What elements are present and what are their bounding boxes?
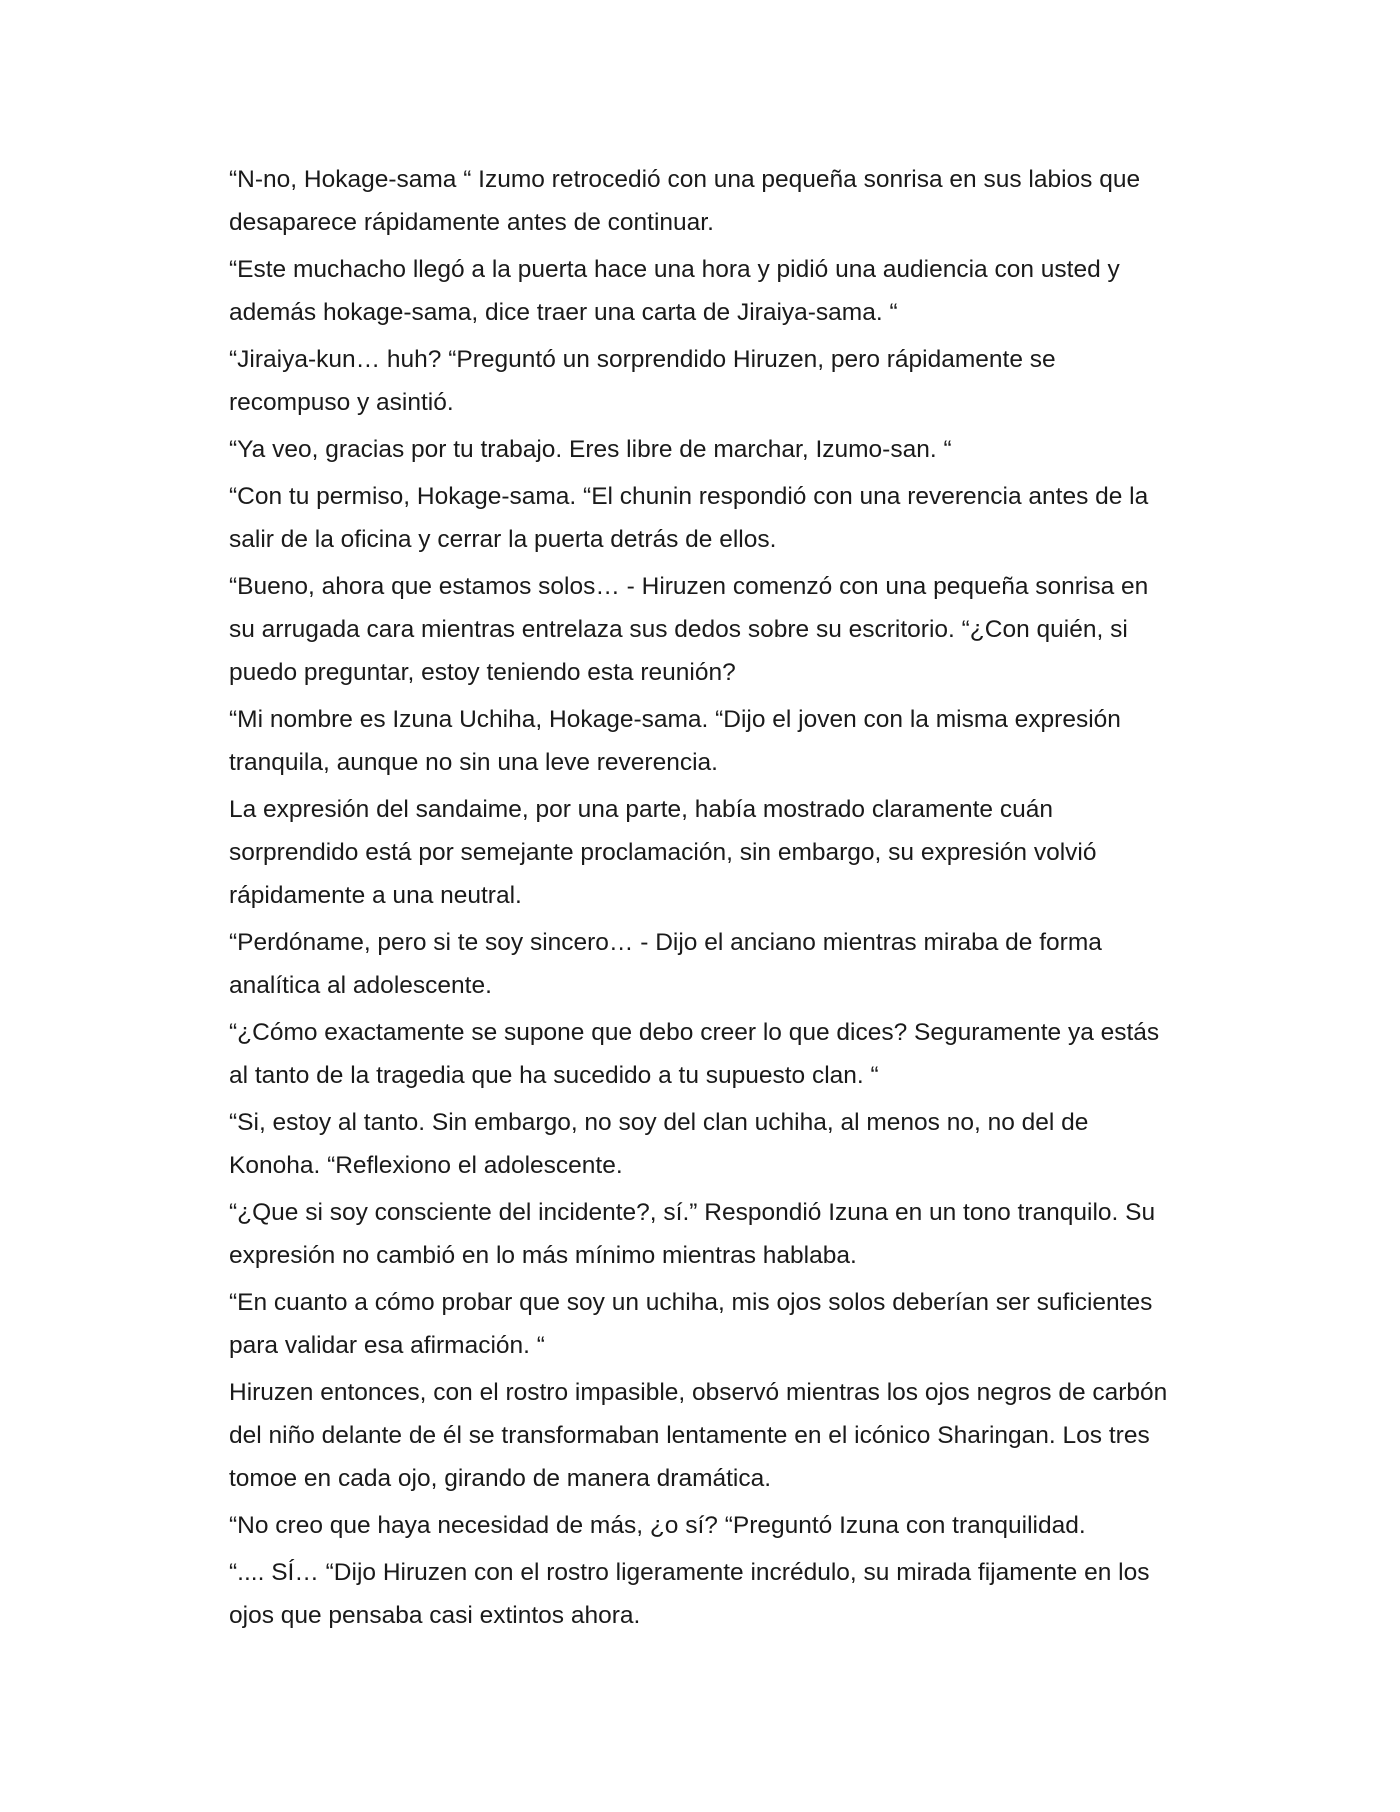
paragraph: “Bueno, ahora que estamos solos… - Hiruzen comenzó con una pequeña sonrisa en su arrugada cara mientras entrelaza sus dedos sobre su escritorio. “¿Con quién, si puedo preguntar, estoy teniendo esta reunión? (229, 573, 1149, 686)
paragraph: “Mi nombre es Izuna Uchiha, Hokage-sama. “Dijo el joven con la misma expresión tranquila, aunque no sin una leve reverencia. (229, 706, 1121, 776)
paragraph: “Ya veo, gracias por tu trabajo. Eres libre de marchar, Izumo-san. “ (229, 436, 952, 463)
paragraph: “Este muchacho llegó a la puerta hace una hora y pidió una audiencia con usted y además hokage-sama, dice traer una carta de Jiraiya-sama. “ (229, 256, 1120, 326)
paragraph: “Jiraiya-kun… huh? “Preguntó un sorprendido Hiruzen, pero rápidamente se recompuso y asintió. (229, 346, 1056, 416)
paragraph: “.... SÍ… “Dijo Hiruzen con el rostro ligeramente incrédulo, su mirada fijamente en los ojos que pensaba casi extintos ahora. (229, 1559, 1150, 1629)
paragraph: “Con tu permiso, Hokage-sama. “El chunin respondió con una reverencia antes de la salir de la oficina y cerrar la puerta detrás de ellos. (229, 483, 1149, 553)
paragraph: “¿Que si soy consciente del incidente?, sí.” Respondió Izuna en un tono tranquilo. Su expresión no cambió en lo más mínimo mientras hablaba. (229, 1199, 1156, 1269)
paragraph: “N-no, Hokage-sama “ Izumo retrocedió con una pequeña sonrisa en sus labios que desaparece rápidamente antes de continuar. (229, 166, 1141, 236)
paragraph: “Perdóname, pero si te soy sincero… - Dijo el anciano mientras miraba de forma analítica al adolescente. (229, 929, 1102, 999)
paragraph: La expresión del sandaime, por una parte, había mostrado claramente cuán sorprendido está por semejante proclamación, sin embargo, su expresión volvió rápidamente a una neutral. (229, 796, 1097, 909)
paragraph: “Si, estoy al tanto. Sin embargo, no soy del clan uchiha, al menos no, no del de Konoha. “Reflexiono el adolescente. (229, 1109, 1089, 1179)
paragraph: Hiruzen entonces, con el rostro impasible, observó mientras los ojos negros de carbón del niño delante de él se transformaban lentamente en el icónico Sharingan. Los tres tomoe en cada ojo, girando de manera dramática. (229, 1379, 1168, 1492)
paragraph: “¿Cómo exactamente se supone que debo creer lo que dices? Seguramente ya estás al tanto de la tragedia que ha sucedido a tu supuesto clan. “ (229, 1019, 1160, 1089)
paragraph: “En cuanto a cómo probar que soy un uchiha, mis ojos solos deberían ser suficientes para validar esa afirmación. “ (229, 1289, 1153, 1359)
paragraph: “No creo que haya necesidad de más, ¿o sí? “Preguntó Izuna con tranquilidad. (229, 1512, 1086, 1539)
document-body (229, 158, 1179, 1641)
